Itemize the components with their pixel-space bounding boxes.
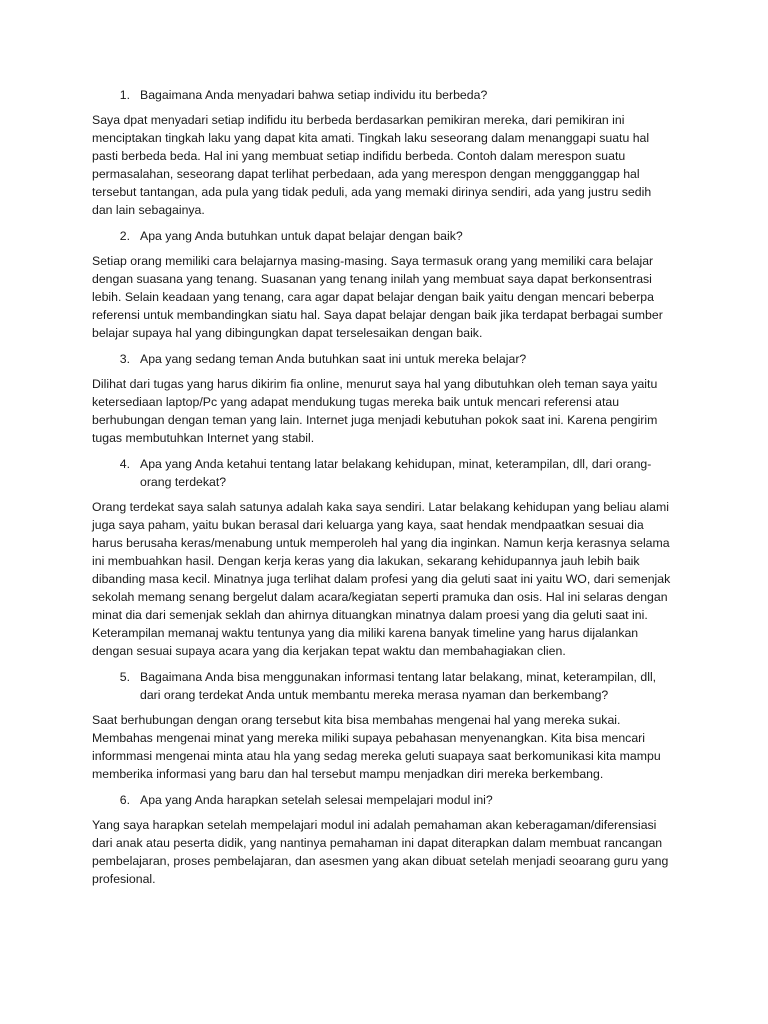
question-text: Apa yang Anda butuhkan untuk dapat belajar dengan baik?: [140, 229, 463, 243]
question-text: Apa yang Anda harapkan setelah selesai mempelajari modul ini?: [140, 793, 493, 807]
answer-3: Dilihat dari tugas yang harus dikirim fia online, menurut saya hal yang dibutuhkan oleh teman saya yaitu ketersediaan laptop/Pc yang adapat mendukung tugas mereka baik untuk mencari referensi atau berhubungan dengan teman yang lain. Internet juga menjadi kebutuhan pokok saat ini. Karena pengirim tugas membutuhkan Internet yang stabil.: [92, 377, 658, 445]
question-text: Apa yang Anda ketahui tentang latar belakang kehidupan, minat, keterampilan, dll, dari orang-orang terdekat?: [140, 457, 652, 489]
question-number: 3.: [119, 352, 130, 366]
question-number: 2.: [119, 229, 130, 243]
question-number: 5.: [119, 670, 130, 684]
answer-4: Orang terdekat saya salah satunya adalah kaka saya sendiri. Latar belakang kehidupan yang beliau alami juga saya paham, yaitu bukan berasal dari keluarga yang kaya, saat hendak mendpaatkan sesuai dia harus berusaha keras/menabung untuk memperoleh hal yang dia inginkan. Namun kerja kerasnya selama ini membuahkan hasil. Dengan kerja keras yang dia lakukan, sekarang kehidupannya jauh lebih baik dibanding masa kecil. Minatnya juga terlihat dalam profesi yang dia geluti saat ini yaitu WO, dari semenjak sekolah memang senang bergelut dalam acara/kegiatan seperti pramuka dan osis. Hal ini selaras dengan minat dia dari semenjak seklah dan ahirnya dituangkan minatnya dalam proesi yang dia geluti saat ini. Keterampilan memanaj waktu tentunya yang dia miliki karena banyak timeline yang harus dijalankan dengan sesuai supaya acara yang dia kerjakan tepat waktu dan membahagiakan clien.: [92, 500, 671, 658]
question-1: [92, 86, 674, 104]
answer-6: Yang saya harapkan setelah mempelajari modul ini adalah pemahaman akan keberagaman/diferensiasi dari anak atau peserta didik, yang nantinya pemahaman ini dapat diterapkan dalam membuat rancangan pembelajaran, proses pembelajaran, dan asesmen yang akan dibuat setelah menjadi seoarang guru yang profesional.: [92, 818, 669, 886]
question-number: 4.: [119, 457, 130, 471]
question-number: 6.: [119, 793, 130, 807]
answer-1: Saya dpat menyadari setiap indifidu itu berbeda berdasarkan pemikiran mereka, dari pemikiran ini menciptakan tingkah laku yang dapat kita amati. Tingkah laku seseorang dalam menanggapi suatu hal pasti berbeda beda. Hal ini yang membuat setiap indifidu berbeda. Contoh dalam merespon suatu permasalahan, seseorang dapat terlihat perbedaan, ada yang merespon dengan menggganggap hal tersebut tantangan, ada pula yang tidak peduli, ada yang memaki dirinya sendiri, ada yang justru sedih dan lain sebagainya.: [92, 113, 652, 217]
question-2: [92, 227, 674, 245]
answer-2: Setiap orang memiliki cara belajarnya masing-masing. Saya termasuk orang yang memiliki cara belajar dengan suasana yang tenang. Suasanan yang tenang inilah yang membuat saya dapat berkonsentrasi lebih. Selain keadaan yang tenang, cara agar dapat belajar dengan baik yaitu dengan mencari beberpa referensi untuk membandingkan siatu hal. Saya dapat belajar dengan baik jika terdapat berbagai sumber belajar supaya hal yang dibingungkan dapat terselesaikan dengan baik.: [92, 254, 663, 340]
document-body: [92, 86, 674, 896]
question-3: [92, 350, 674, 368]
answer-5: Saat berhubungan dengan orang tersebut kita bisa membahas mengenai hal yang mereka sukai. Membahas mengenai minat yang mereka miliki supaya pebahasan menyenangkan. Kita bisa mencari informmasi mengenai minta atau hla yang sedag mereka geluti suapaya saat berkomunikasi kita mampu memberika informasi yang baru dan hal tersebut mampu menjadkan diri mereka berkembang.: [92, 713, 661, 781]
question-text: Bagaimana Anda menyadari bahwa setiap individu itu berbeda?: [140, 88, 488, 102]
question-6: [92, 791, 674, 809]
question-4: [92, 455, 674, 491]
question-number: 1.: [119, 88, 130, 102]
question-text: Bagaimana Anda bisa menggunakan informasi tentang latar belakang, minat, keterampilan, dll, dari orang terdekat Anda untuk membantu mereka merasa nyaman dan berkembang?: [140, 670, 657, 702]
question-text: Apa yang sedang teman Anda butuhkan saat ini untuk mereka belajar?: [140, 352, 527, 366]
question-5: [92, 668, 674, 704]
